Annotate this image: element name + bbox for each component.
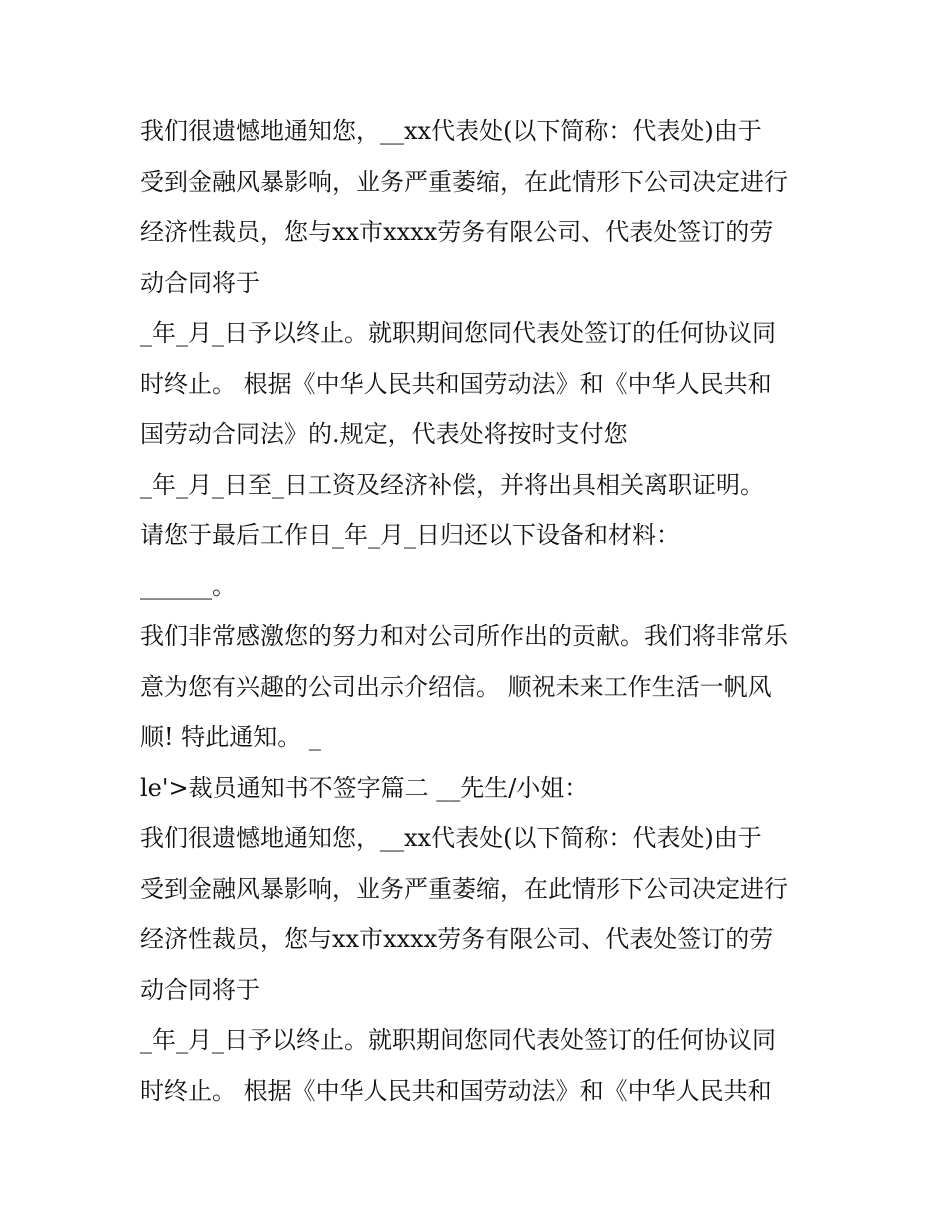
text-line: 请您于最后工作日_年_月_日归还以下设备和材料： xyxy=(140,521,680,549)
text-line: 受到金融风暴影响，业务严重萎缩，在此情形下公司决定进行 xyxy=(140,874,788,903)
text-line: 时终止。 根据《中华人民共和国劳动法》和《中华人民共和 xyxy=(140,369,772,398)
text-line: 受到金融风暴影响，业务严重萎缩，在此情形下公司决定进行 xyxy=(140,167,788,196)
document-body xyxy=(140,106,820,1116)
text-line: 我们非常感激您的努力和对公司所作出的贡献。我们将非常乐 xyxy=(140,622,788,650)
text-line: _年_月_日予以终止。就职期间您同代表处签订的任何协议同 xyxy=(140,319,776,347)
text-line: 我们很遗憾地通知您，__xx代表处(以下简称：代表处)由于 xyxy=(140,117,762,145)
text-line: 我们很遗憾地通知您，__xx代表处(以下简称：代表处)由于 xyxy=(140,824,762,852)
text-line: 动合同将于 xyxy=(140,975,260,1004)
text-line: _年_月_日至_日工资及经济补偿，并将出具相关离职证明。 xyxy=(140,470,764,499)
text-line: 经济性裁员，您与xx市xxxx劳务有限公司、代表处签订的劳 xyxy=(140,218,774,246)
text-line: 意为您有兴趣的公司出示介绍信。 顺祝未来工作生活一帆风 xyxy=(140,672,772,701)
text-line: 动合同将于 xyxy=(140,268,260,297)
text-line: 国劳动合同法》的.规定，代表处将按时支付您 xyxy=(140,420,628,448)
text-line: 顺! 特此通知。 _ xyxy=(140,723,321,751)
section-heading: le'>裁员通知书不签字篇二 __先生/小姐： xyxy=(140,773,589,802)
text-line: 时终止。 根据《中华人民共和国劳动法》和《中华人民共和 xyxy=(140,1076,772,1105)
text-line: _年_月_日予以终止。就职期间您同代表处签订的任何协议同 xyxy=(140,1026,776,1054)
text-line: ______。 xyxy=(140,571,236,600)
text-line: 经济性裁员，您与xx市xxxx劳务有限公司、代表处签订的劳 xyxy=(140,925,774,953)
